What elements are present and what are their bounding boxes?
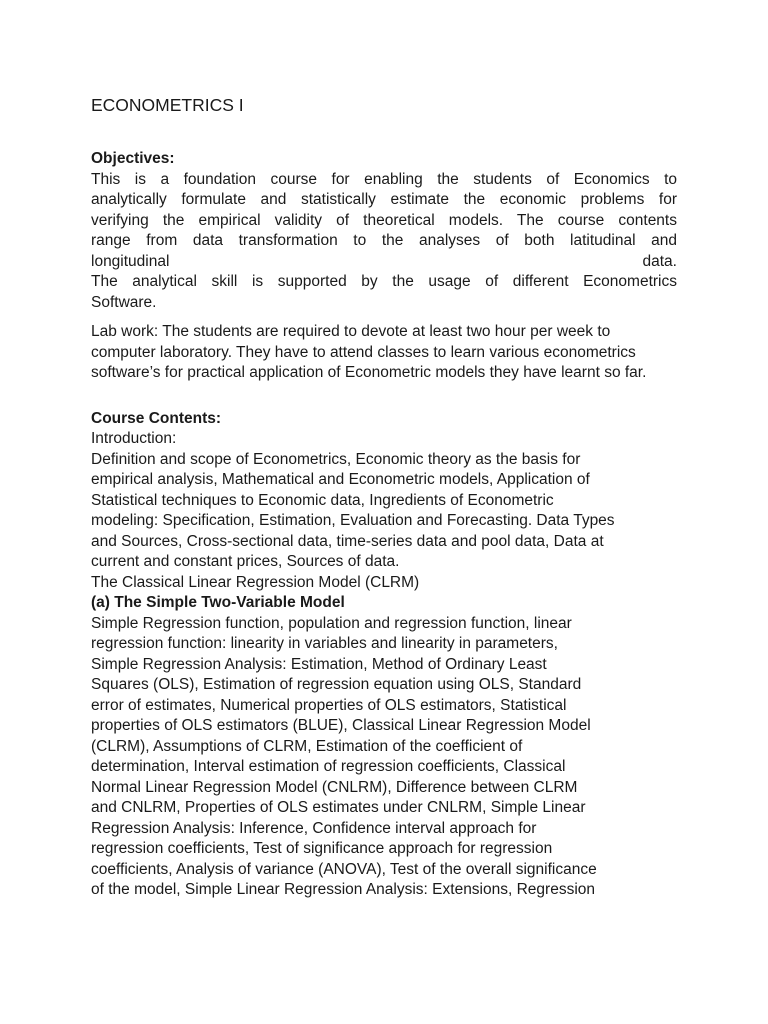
text-line: The analytical skill is supported by the usage of different Econometrics: [91, 273, 677, 290]
text-line: analytically formulate and statistically estimate the economic problems for: [91, 191, 677, 208]
subsection-heading: (a) The Simple Two-Variable Model: [91, 594, 345, 611]
document-page: [91, 94, 677, 901]
text-line: and Sources, Cross-sectional data, time-series data and pool data, Data at: [91, 532, 604, 550]
text-line: current and constant prices, Sources of data.: [91, 553, 400, 570]
text-line: determination, Interval estimation of regression coefficients, Classical: [91, 758, 566, 775]
text-line: Normal Linear Regression Model (CNLRM), Difference between CLRM: [91, 778, 578, 796]
text-line: and CNLRM, Properties of OLS estimates under CNLRM, Simple Linear: [91, 799, 586, 816]
text-line: Software.: [91, 293, 157, 311]
text-line: Lab work: The students are required to devote at least two hour per week to: [91, 323, 611, 340]
text-line: Simple Regression Analysis: Estimation, Method of Ordinary Least: [91, 655, 547, 673]
subsection-paragraph: [91, 614, 677, 901]
text-line: verifying the empirical validity of theoretical models. The course contents: [91, 211, 677, 229]
text-line: Definition and scope of Econometrics, Economic theory as the basis for: [91, 450, 581, 468]
text-line: error of estimates, Numerical properties of OLS estimators, Statistical: [91, 696, 567, 714]
text-line: (CLRM), Assumptions of CLRM, Estimation of the coefficient of: [91, 737, 523, 755]
text-line: modeling: Specification, Estimation, Evaluation and Forecasting. Data Types: [91, 512, 615, 529]
lab-work-paragraph: [91, 322, 677, 384]
objectives-heading: Objectives:: [91, 150, 175, 167]
text-line: coefficients, Analysis of variance (ANOVA), Test of the overall significance: [91, 860, 597, 878]
objectives-paragraph: [91, 170, 677, 314]
text-line: range from data transformation to the analyses of both latitudinal and: [91, 232, 677, 249]
text-line: Regression Analysis: Inference, Confidence interval approach for: [91, 819, 537, 837]
text-line: This is a foundation course for enabling the students of Economics to: [91, 170, 677, 188]
text-line: regression coefficients, Test of significance approach for regression: [91, 840, 553, 857]
text-line: software’s for practical application of Econometric models they have learnt so far.: [91, 364, 647, 381]
text-line: Squares (OLS), Estimation of regression equation using OLS, Standard: [91, 676, 582, 693]
introduction-section: [91, 429, 677, 593]
document-title: ECONOMETRICS I: [91, 95, 244, 115]
text-line: regression function: linearity in variables and linearity in parameters,: [91, 635, 558, 652]
text-line: computer laboratory. They have to attend classes to learn various econometrics: [91, 343, 636, 361]
clrm-label: The Classical Linear Regression Model (CLRM): [91, 573, 420, 591]
introduction-label: Introduction:: [91, 430, 177, 447]
course-contents-heading: Course Contents:: [91, 409, 222, 427]
text-line: longitudinal data.: [91, 252, 677, 270]
text-line: properties of OLS estimators (BLUE), Classical Linear Regression Model: [91, 717, 591, 734]
text-line: of the model, Simple Linear Regression Analysis: Extensions, Regression: [91, 881, 596, 898]
text-line: Statistical techniques to Economic data, Ingredients of Econometric: [91, 491, 554, 509]
text-line: Simple Regression function, population and regression function, linear: [91, 614, 572, 632]
text-line: empirical analysis, Mathematical and Econometric models, Application of: [91, 471, 590, 488]
